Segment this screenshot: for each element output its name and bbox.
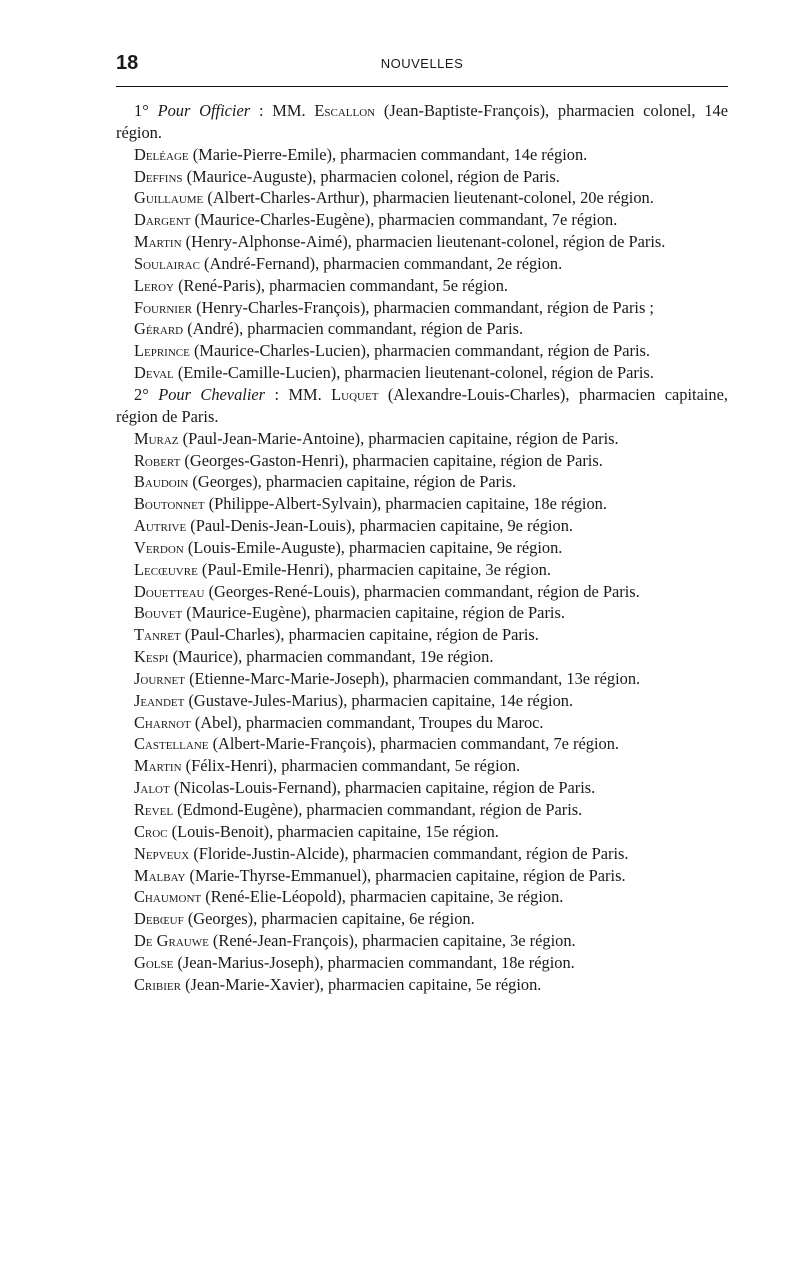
entry-name: Croc: [134, 821, 168, 841]
entry: [116, 559, 728, 581]
entry-name: Castellane: [134, 734, 209, 754]
entry-name: Deléage: [134, 144, 189, 164]
entry: [116, 297, 728, 319]
entry-details: (Maurice), pharmacien commandant, 19e région.: [168, 647, 494, 667]
entry: [116, 275, 728, 297]
page-header: [116, 52, 728, 80]
entry-details: (André), pharmacien commandant, région de Paris.: [183, 319, 524, 339]
entry-details: (Maurice-Charles-Lucien), pharmacien commandant, région de Paris.: [189, 341, 650, 361]
entry-details: (Paul-Charles), pharmacien capitaine, région de Paris.: [180, 625, 539, 645]
entry-name: Jeandet: [134, 690, 185, 710]
entry-details: (Edmond-Eugène), pharmacien commandant, région de Paris.: [173, 800, 583, 819]
entry-details: (Paul-Jean-Marie-Antoine), pharmacien capitaine, région de Paris.: [178, 428, 619, 448]
entry-name: Boutonnet: [134, 494, 205, 514]
entry: [116, 755, 728, 777]
entry-details: (Jean-Marie-Xavier), pharmacien capitaine, 5e région.: [181, 974, 542, 994]
entry: [116, 100, 728, 144]
entry-name: Malbay: [134, 865, 186, 885]
entry-details: (Louis-Benoit), pharmacien capitaine, 15e région.: [167, 821, 499, 841]
entry-prefix: 1°: [134, 101, 158, 120]
entry: [116, 602, 728, 624]
entry: [116, 799, 728, 821]
entry-details: (Paul-Emile-Henri), pharmacien capitaine, 3e région.: [197, 559, 551, 579]
entry: [116, 384, 728, 428]
entry-name: Golse: [134, 952, 174, 972]
entry-name: Tanret: [134, 625, 181, 645]
entry-name: Lecœuvre: [134, 559, 198, 579]
entry-details: (Floride-Justin-Alcide), pharmacien commandant, région de Paris.: [189, 843, 629, 863]
entry-details: (Louis-Emile-Auguste), pharmacien capitaine, 9e région.: [183, 537, 563, 557]
entry-name: Escallon: [314, 101, 376, 120]
entry-details: (Albert-Marie-François), pharmacien commandant, 7e région.: [208, 734, 620, 754]
entry: [116, 428, 728, 450]
entry: [116, 471, 728, 493]
entry-details: (René-Paris), pharmacien commandant, 5e région.: [173, 275, 509, 295]
entry: [116, 908, 728, 930]
header-rule: [116, 86, 728, 87]
entry-details: (Jean-Baptiste-François), pharmacien colonel, 14e région.: [116, 101, 728, 142]
entry-details: (Georges), pharmacien capitaine, région de Paris.: [188, 472, 517, 492]
entry-details: (Maurice-Auguste), pharmacien colonel, région de Paris.: [182, 166, 560, 186]
entry-name: Journet: [134, 668, 185, 688]
entry-name: Guillaume: [134, 188, 204, 208]
entry: [116, 624, 728, 646]
entry: [116, 821, 728, 843]
entry-name: Nepveux: [134, 843, 190, 863]
entry-details: (Etienne-Marc-Marie-Joseph), pharmacien commandant, 13e région.: [185, 668, 641, 688]
entry-name: Bouvet: [134, 603, 183, 623]
entry: [116, 930, 728, 952]
entry-lead: : MM.: [250, 101, 315, 120]
entry: [116, 187, 728, 209]
entry-details: (Marie-Thyrse-Emmanuel), pharmacien capitaine, région de Paris.: [185, 865, 626, 885]
running-head: NOUVELLES: [380, 56, 464, 71]
entry-name: Dargent: [134, 210, 191, 230]
entry-name: Douetteau: [134, 581, 205, 601]
entry-details: (Marie-Pierre-Emile), pharmacien commandant, 14e région.: [188, 144, 588, 164]
entry-prefix: 2°: [134, 384, 159, 404]
entry-name: Kespi: [134, 647, 169, 667]
entry-name: Debœuf: [134, 909, 184, 929]
entry: [116, 340, 728, 362]
entry: [116, 362, 728, 384]
entry-name: Gérard: [134, 319, 184, 339]
entry-details: (René-Jean-François), pharmacien capitaine, 3e région.: [208, 931, 576, 951]
entry: [116, 318, 728, 340]
entry-details: (Georges-Gaston-Henri), pharmacien capitaine, région de Paris.: [180, 450, 603, 470]
entry-name: Autrive: [134, 516, 187, 536]
page-number: 18: [116, 52, 139, 74]
entries-list: [116, 100, 728, 996]
entry-details: (Jean-Marius-Joseph), pharmacien commandant, 18e région.: [173, 952, 575, 972]
entry-name: Leroy: [134, 275, 174, 295]
entry: [116, 668, 728, 690]
entry-details: (Albert-Charles-Arthur), pharmacien lieutenant-colonel, 20e région.: [203, 188, 654, 208]
entry: [116, 886, 728, 908]
entry-details: (Félix-Henri), pharmacien commandant, 5e région.: [181, 756, 521, 776]
entry-details: (Maurice-Eugène), pharmacien capitaine, région de Paris.: [182, 603, 565, 623]
entry: [116, 493, 728, 515]
entry-section: Pour Officier: [157, 101, 251, 120]
entry-section: Pour Chevalier: [158, 384, 266, 404]
entry-name: Baudoin: [134, 472, 189, 492]
entry: [116, 166, 728, 188]
entry-name: Charnot: [134, 712, 191, 732]
entry: [116, 537, 728, 559]
entry-details: (Henry-Charles-François), pharmacien commandant, région de Paris ;: [192, 297, 654, 317]
entry-details: (Philippe-Albert-Sylvain), pharmacien capitaine, 18e région.: [204, 494, 607, 514]
entry-name: Deval: [134, 363, 174, 383]
entry-name: Martin: [134, 756, 182, 776]
entry: [116, 450, 728, 472]
entry-name: Verdon: [134, 537, 184, 557]
entry: [116, 974, 728, 996]
entry-details: (Gustave-Jules-Marius), pharmacien capitaine, 14e région.: [184, 690, 574, 710]
entry-name: Fournier: [134, 297, 193, 317]
entry: [116, 777, 728, 799]
entry-details: (André-Fernand), pharmacien commandant, 2e région.: [199, 253, 563, 273]
entry: [116, 646, 728, 668]
entry: [116, 865, 728, 887]
entry-name: Chaumont: [134, 887, 202, 907]
entry-details: (Georges-René-Louis), pharmacien commandant, région de Paris.: [204, 581, 640, 601]
entry: [116, 690, 728, 712]
entry-details: (Alexandre-Louis-Charles), pharmacien capitaine, région de Paris.: [116, 384, 728, 426]
entry: [116, 144, 728, 166]
entry: [116, 581, 728, 603]
entry-details: (Emile-Camille-Lucien), pharmacien lieutenant-colonel, région de Paris.: [173, 363, 654, 383]
entry-name: De Grauwe: [134, 931, 209, 951]
entry-details: (Maurice-Charles-Eugène), pharmacien commandant, 7e région.: [190, 210, 618, 230]
entry-name: Robert: [134, 450, 181, 470]
entry-name: Deffins: [134, 166, 183, 186]
entry-name: Cribier: [134, 974, 181, 994]
entry-details: (René-Elie-Léopold), pharmacien capitaine, 3e région.: [201, 887, 564, 907]
entry-lead: : MM.: [265, 384, 332, 404]
entry-name: Leprince: [134, 341, 190, 361]
entry-details: (Nicolas-Louis-Fernand), pharmacien capitaine, région de Paris.: [169, 778, 596, 798]
entry: [116, 209, 728, 231]
entry: [116, 712, 728, 734]
entry-name: Soulairac: [134, 253, 200, 273]
entry: [116, 515, 728, 537]
entry-details: (Henry-Alphonse-Aimé), pharmacien lieutenant-colonel, région de Paris.: [181, 232, 666, 252]
entry-name: Revel: [134, 800, 174, 819]
entry-details: (Paul-Denis-Jean-Louis), pharmacien capitaine, 9e région.: [186, 516, 574, 536]
entry-details: (Georges), pharmacien capitaine, 6e région.: [183, 909, 475, 929]
entry: [116, 231, 728, 253]
entry-name: Martin: [134, 232, 182, 252]
entry-name: Muraz: [134, 428, 179, 448]
entry: [116, 733, 728, 755]
entry: [116, 253, 728, 275]
entry-details: (Abel), pharmacien commandant, Troupes du Maroc.: [190, 712, 544, 732]
entry: [116, 843, 728, 865]
entry: [116, 952, 728, 974]
entry-name: Luquet: [331, 384, 379, 404]
entry-name: Jalot: [134, 778, 170, 798]
